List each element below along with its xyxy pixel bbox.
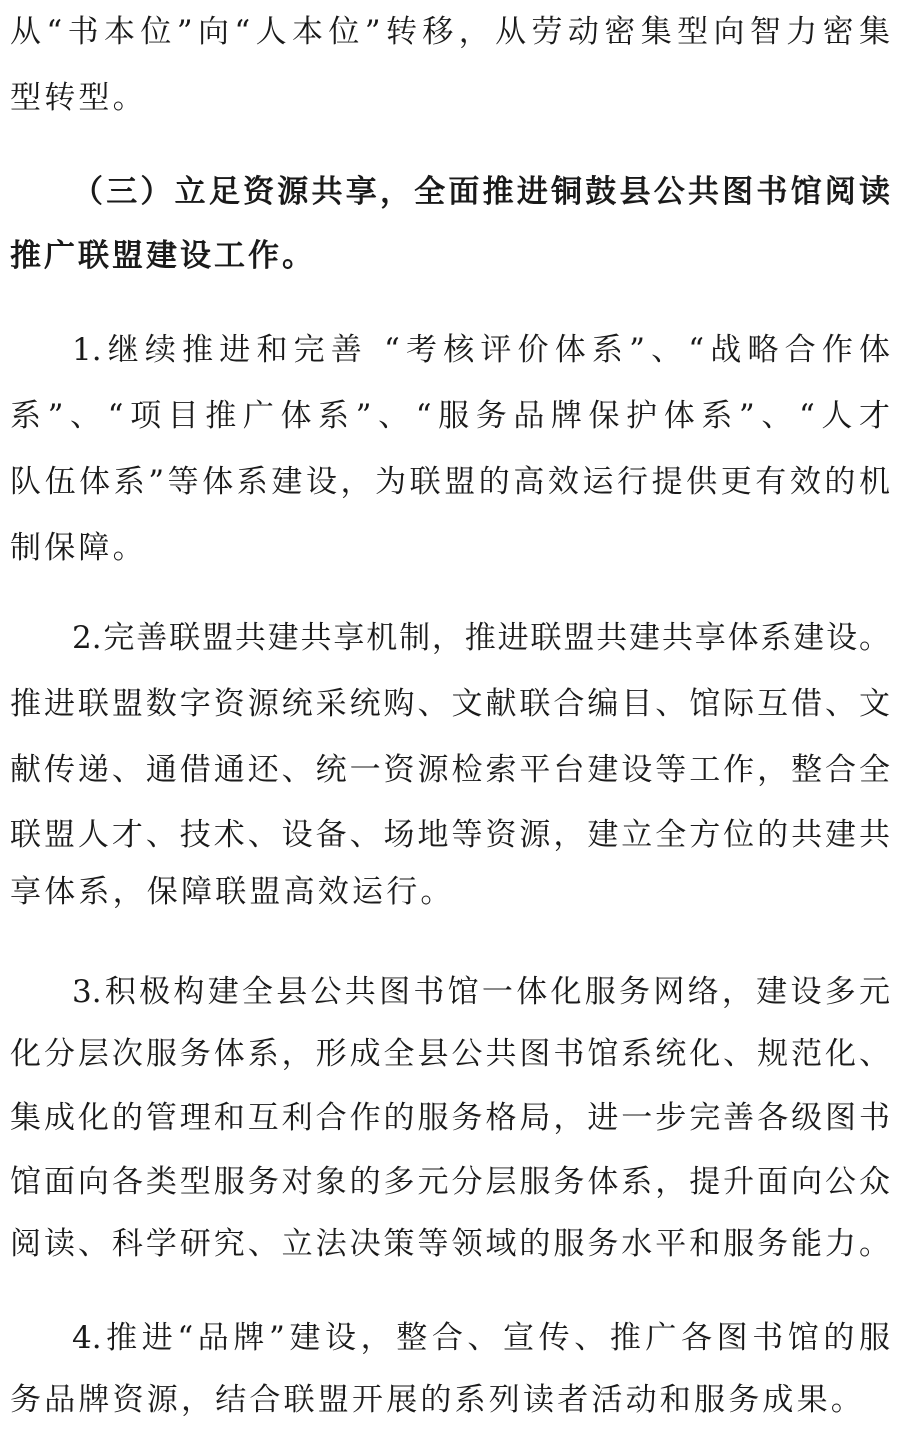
paragraph-line: 从“书本位”向“人本位”转移，从劳动密集型向智力密集 — [10, 14, 890, 50]
paragraph-line: 务品牌资源，结合联盟开展的系列读者活动和服务成果。 — [10, 1382, 865, 1418]
paragraph-line: 1.继续推进和完善 “考核评价体系”、“战略合作体 — [72, 332, 890, 368]
paragraph-line: 献传递、通借通还、统一资源检索平台建设等工作，整合全 — [10, 752, 890, 788]
section-heading-line: 推广联盟建设工作。 — [10, 238, 316, 274]
paragraph-line: 型转型。 — [10, 80, 147, 116]
paragraph-line: 联盟人才、技术、设备、场地等资源，建立全方位的共建共 — [10, 817, 890, 853]
paragraph-line: 阅读、科学研究、立法决策等领域的服务水平和服务能力。 — [10, 1226, 890, 1262]
paragraph-line: 化分层次服务体系，形成全县公共图书馆系统化、规范化、 — [10, 1036, 890, 1072]
paragraph-line: 4.推进“品牌”建设，整合、宣传、推广各图书馆的服 — [72, 1320, 890, 1356]
paragraph-line: 享体系，保障联盟高效运行。 — [10, 874, 455, 910]
paragraph-line: 3.积极构建全县公共图书馆一体化服务网络，建设多元 — [72, 974, 890, 1010]
paragraph-line: 馆面向各类型服务对象的多元分层服务体系，提升面向公众 — [10, 1164, 890, 1200]
paragraph-line: 系”、“项目推广体系”、“服务品牌保护体系”、“人才 — [10, 398, 890, 434]
paragraph-line: 2.完善联盟共建共享机制，推进联盟共建共享体系建设。 — [72, 620, 890, 656]
section-heading-line: （三）立足资源共享，全面推进铜鼓县公共图书馆阅读 — [72, 174, 890, 210]
paragraph-line: 集成化的管理和互利合作的服务格局，进一步完善各级图书 — [10, 1100, 890, 1136]
paragraph-line: 制保障。 — [10, 530, 147, 566]
paragraph-line: 队伍体系”等体系建设，为联盟的高效运行提供更有效的机 — [10, 464, 890, 500]
paragraph-line: 推进联盟数字资源统采统购、文献联合编目、馆际互借、文 — [10, 686, 890, 722]
